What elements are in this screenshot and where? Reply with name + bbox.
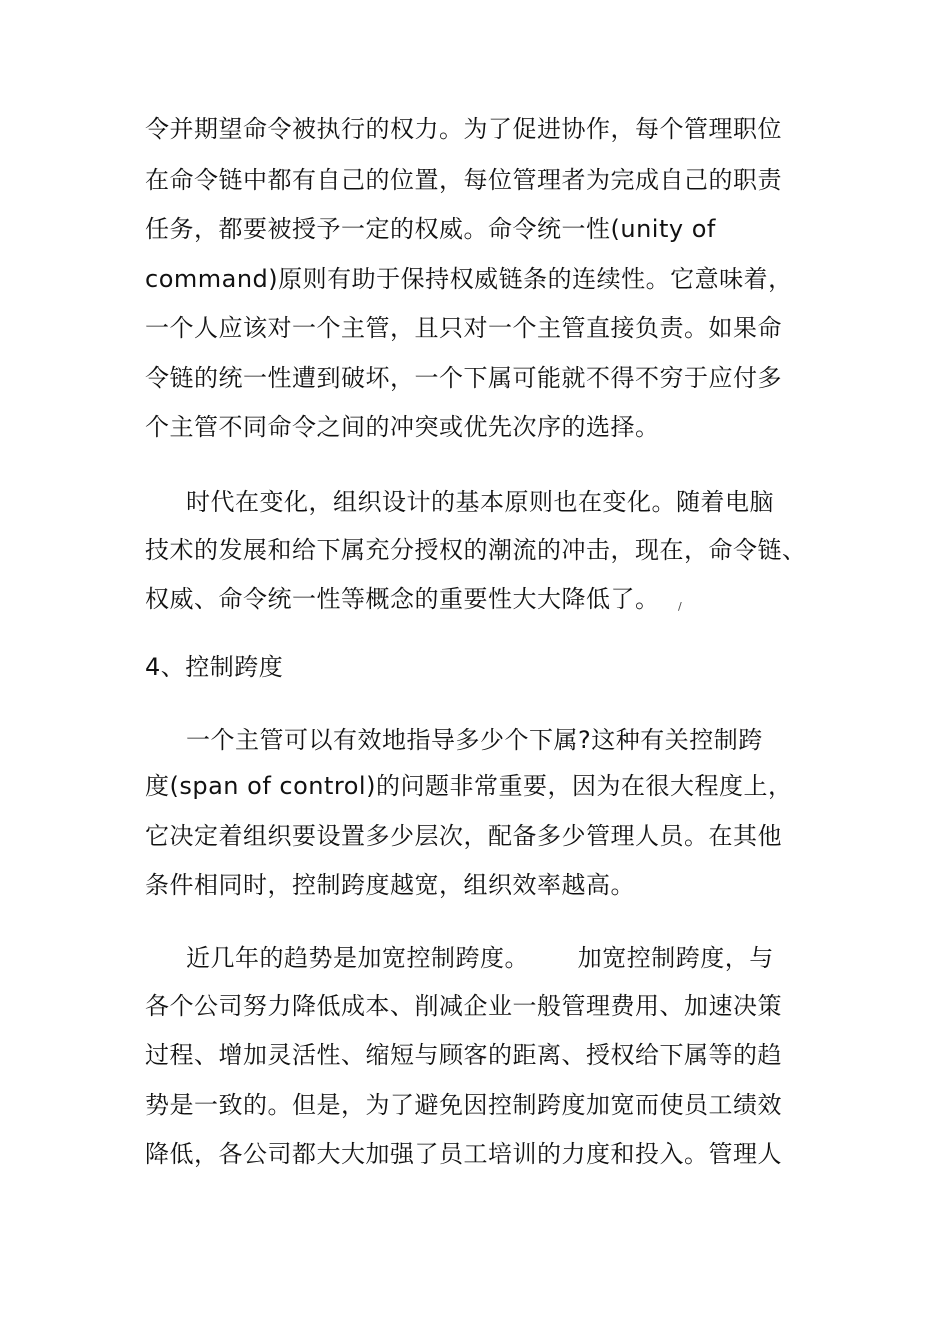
text-line: 时代在变化，组织设计的基本原则也在变化。随着电脑 [186, 488, 774, 516]
text-line: 令链的统一性遭到破坏，一个下属可能就不得不穷于应付多 [145, 364, 782, 392]
text-line: 势是一致的。但是，为了避免因控制跨度加宽而使员工绩效 [145, 1091, 782, 1119]
text-line: 近几年的趋势是加宽控制跨度。 加宽控制跨度，与 [186, 944, 774, 972]
text-line: 一个主管可以有效地指导多少个下属?这种有关控制跨 [186, 726, 763, 754]
text-line: 技术的发展和给下属充分授权的潮流的冲击，现在，命令链、 [145, 536, 807, 564]
text-line: 一个人应该对一个主管，且只对一个主管直接负责。如果命 [145, 314, 782, 342]
text-line: 过程、增加灵活性、缩短与顾客的距离、授权给下属等的趋 [145, 1041, 782, 1069]
text-line: 在命令链中都有自己的位置，每位管理者为完成自己的职责 [145, 166, 782, 194]
stray-mark: / [678, 600, 682, 613]
text-line: 它决定着组织要设置多少层次，配备多少管理人员。在其他 [145, 822, 782, 850]
section-heading: 4、控制跨度 [145, 653, 284, 681]
text-line: 令并期望命令被执行的权力。为了促进协作，每个管理职位 [145, 115, 782, 143]
text-line: 权威、命令统一性等概念的重要性大大降低了。 [145, 585, 660, 613]
text-line: 任务，都要被授予一定的权威。命令统一性(unity of [145, 215, 716, 243]
text-line: 条件相同时，控制跨度越宽，组织效率越高。 [145, 871, 635, 899]
text-line: 个主管不同命令之间的冲突或优先次序的选择。 [145, 413, 660, 441]
text-line: 各个公司努力降低成本、削减企业一般管理费用、加速决策 [145, 992, 782, 1020]
text-line: 降低，各公司都大大加强了员工培训的力度和投入。管理人 [145, 1140, 782, 1168]
text-line: command)原则有助于保持权威链条的连续性。它意味着， [145, 265, 793, 293]
text-line: 度(span of control)的问题非常重要，因为在很大程度上， [145, 772, 793, 800]
